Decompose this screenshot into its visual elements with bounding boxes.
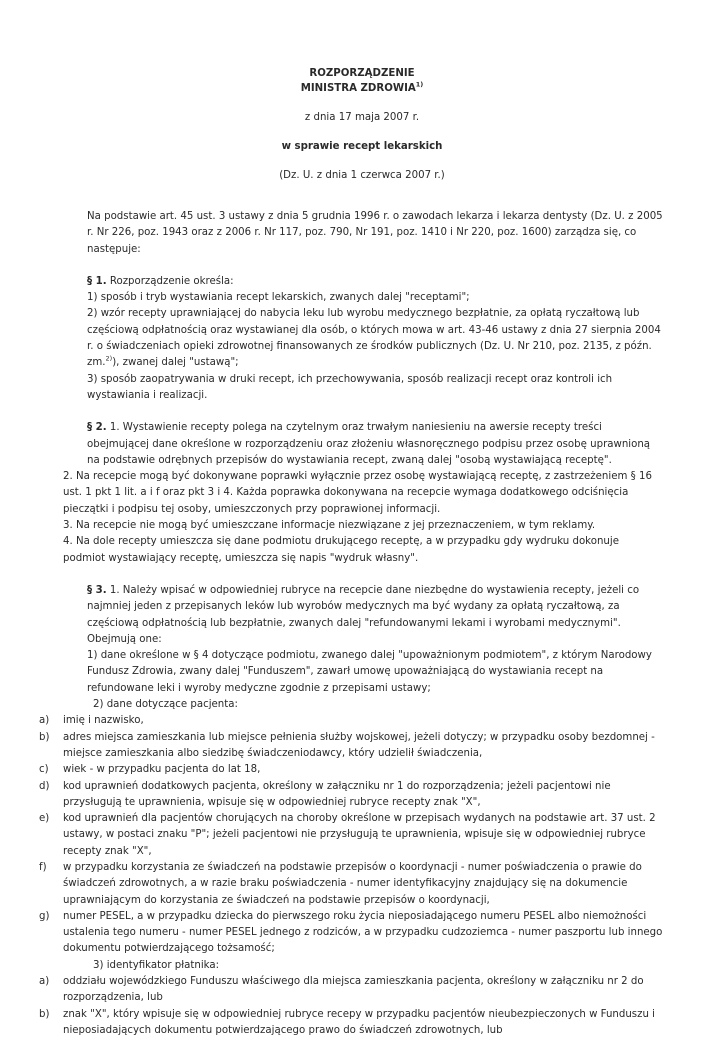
section-3-item-1: 1) dane określone w § 4 dotyczące podmiotu, zwanego dalej "upoważnionym podmiotem", z którym Narodowy Fundusz Zdrowia, zwany dalej "Funduszem", zawarł umowę upoważniającą do wystawiania recept na refundowane leki i wyroby medyczne zgodnie z przepisami ustawy;: [87, 650, 652, 694]
section-1-intro-text: Rozporządzenie określa:: [106, 275, 234, 287]
section-3-mark: § 3.: [87, 584, 107, 596]
list-item-letter: b): [39, 1008, 50, 1020]
list-item: [39, 1007, 663, 1039]
list-item: [39, 860, 663, 909]
list-item-text: kod uprawnień dodatkowych pacjenta, określony w załączniku nr 1 do rozporządzenia; jeżeli pacjentowi nie przysługują te uprawnienia, wpisuje się w odpowiedniej rubryce recepty znak "X",: [63, 780, 611, 808]
list-item: [39, 909, 663, 958]
section-1-intro: [63, 274, 663, 290]
section-2-p1-text: 1. Wystawienie recepty polega na czytelnym oraz trwałym naniesieniu na awersie recepty treści obejmującej dane określone w rozporządzeniu oraz złożeniu własnoręcznego podpisu przez osobę uprawnioną na podstawie odrębnych przepisów do wystawiania recept, zwaną dalej "osobą wystawiającą receptę".: [87, 422, 651, 466]
section-3-item-3: 3) identyfikator płatnika:: [93, 959, 220, 971]
section-2-paragraph-2: 2. Na recepcie mogą być dokonywane poprawki wyłącznie przez osobę wystawiającą receptę, z zastrzeżeniem § 16 ust. 1 pkt 1 lit. a i f oraz pkt 3 i 4. Każda poprawka dokonywana na recepcie wymaga dodatkowego odciśnięcia pieczątki i podpisu tej osoby, umieszczonych przy poprawionej informacji.: [63, 471, 652, 515]
publication-reference: (Dz. U. z dnia 1 czerwca 2007 r.): [279, 170, 445, 181]
document-date: z dnia 17 maja 2007 r.: [304, 112, 420, 123]
list-item: [39, 811, 663, 860]
list-item-letter: d): [39, 780, 50, 792]
section-2-mark: § 2.: [87, 422, 107, 434]
section-1-mark: § 1.: [87, 275, 107, 287]
list-item-letter: a): [39, 715, 50, 727]
section-3-intro: [63, 583, 663, 648]
section-2-paragraph-4: 4. Na dole recepty umieszcza się dane podmiotu drukującego receptę, a w przypadku gdy wydruku dokonuje podmiot wystawiający receptę, umieszcza się napis "wydruk własny".: [63, 536, 619, 564]
list-item: [39, 713, 663, 729]
list-item: [39, 779, 663, 812]
list-item-letter: a): [39, 976, 50, 988]
footnote-ref-2: 2): [105, 354, 113, 363]
section-1-item-2: [63, 306, 663, 371]
document-title-line2: [0, 80, 724, 94]
document-body: [39, 209, 663, 1039]
list-item-text: numer PESEL, a w przypadku dziecka do pierwszego roku życia nieposiadającego numeru PESEL albo niemożności ustalenia tego numeru - numer PESEL jednego z rodziców, a w przypadku cudzoziemca - numer paszportu lub innego dokumentu potwierdzającego tożsamość;: [63, 910, 663, 955]
list-item-text: oddziału wojewódzkiego Funduszu właściwego dla miejsca zamieszkania pacjenta, określony w załączniku nr 2 do rozporządzenia, lub: [63, 976, 644, 1004]
list-item: [39, 730, 663, 763]
list-item-letter: f): [39, 861, 47, 873]
section-1-item-3: 3) sposób zaopatrywania w druki recept, ich przechowywania, sposób realizacji recept oraz kontroli ich wystawiania i realizacji.: [87, 373, 613, 401]
list-item-text: znak "X", który wpisuje się w odpowiedniej rubryce recepy w przypadku pacjentów nieubezpieczonych w Funduszu i nieposiadających dokumentu potwierdzającego prawo do świadczeń zdrowotnych, lub: [63, 1008, 655, 1036]
list-item-letter: g): [39, 910, 50, 922]
patient-data-list: [39, 713, 663, 957]
payer-id-list: [39, 974, 663, 1039]
list-item-text: kod uprawnień dla pacjentów chorujących na choroby określone w przepisach wydanych na podstawie art. 37 ust. 2 ustawy, w postaci znaku "P"; jeżeli pacjentowi nie przysługują te uprawnienia, wpisuje się w odpowiedniej rubryce recepty znak "X",: [63, 813, 656, 857]
list-item-letter: c): [39, 764, 49, 776]
section-1-item-1: 1) sposób i tryb wystawiania recept lekarskich, zwanych dalej "receptami";: [87, 292, 470, 304]
section-2-paragraph-1: [63, 420, 663, 469]
section-3-intro-text: 1. Należy wpisać w odpowiedniej rubryce na recepcie dane niezbędne do wystawienia recepty, jeżeli co najmniej jeden z przepisanych leków lub wyrobów medycznych ma być wydany za opłatą ryczałtową, za częściową odpłatnością lub bezpłatnie, zwanych dalej "refundowanymi lekami i wyrobami medycznymi". Obejmują one:: [87, 584, 640, 645]
section-1-item-2-text: 2) wzór recepty uprawniającej do nabycia leku lub wyrobu medycznego bezpłatnie, za opłatą ryczałtową lub częściową odpłatnością oraz wystawianej dla osób, o których mowa w art. 43-46 ustawy z dnia 27 sierpnia 2004 r. o świadczeniach opieki zdrowotnej finansowanych ze środków publicznych (Dz. U. Nr 210, poz. 2135, z późn. zm.: [87, 308, 661, 369]
section-1-item-2-tail: ), zwanej dalej "ustawą";: [112, 357, 239, 369]
list-item-text: adres miejsca zamieszkania lub miejsce pełnienia służby wojskowej, jeżeli dotyczy; w przypadku osoby bezdomnej - miejsce zamieszkania albo siedzibę świadczeniodawcy, który udzielił świadczenia,: [63, 731, 655, 759]
list-item-text: w przypadku korzystania ze świadczeń na podstawie przepisów o koordynacji - numer poświadczenia o prawie do świadczeń zdrowotnych, a w razie braku poświadczenia - numer identyfikacyjny znajdujący się na dokumencie uprawniającym do korzystania ze świadczeń na podstawie przepisów o koordynacji,: [63, 861, 642, 906]
section-2-paragraph-3: 3. Na recepcie nie mogą być umieszczane informacje niezwiązane z jej przeznaczeniem, w tym reklamy.: [63, 520, 596, 532]
list-item: [39, 974, 663, 1007]
preamble: Na podstawie art. 45 ust. 3 ustawy z dnia 5 grudnia 1996 r. o zawodach lekarza i lekarza dentysty (Dz. U. z 2005 r. Nr 226, poz. 1943 oraz z 2006 r. Nr 117, poz. 790, Nr 191, poz. 1410 i Nr 220, poz. 1600) zarządza się, co następuje:: [87, 211, 663, 255]
list-item-letter: e): [39, 813, 50, 825]
list-item: [39, 762, 663, 778]
list-item-letter: b): [39, 731, 50, 743]
title-issuer: MINISTRA ZDROWIA: [300, 83, 416, 94]
title-footnote-ref: 1): [415, 80, 424, 89]
section-3-item-2: 2) dane dotyczące pacjenta:: [93, 699, 238, 711]
document-title-line1: ROZPORZĄDZENIE: [309, 68, 415, 79]
list-item-text: wiek - w przypadku pacjenta do lat 18,: [63, 764, 261, 776]
list-item-text: imię i nazwisko,: [63, 715, 144, 727]
document-subject: w sprawie recept lekarskich: [281, 141, 443, 152]
